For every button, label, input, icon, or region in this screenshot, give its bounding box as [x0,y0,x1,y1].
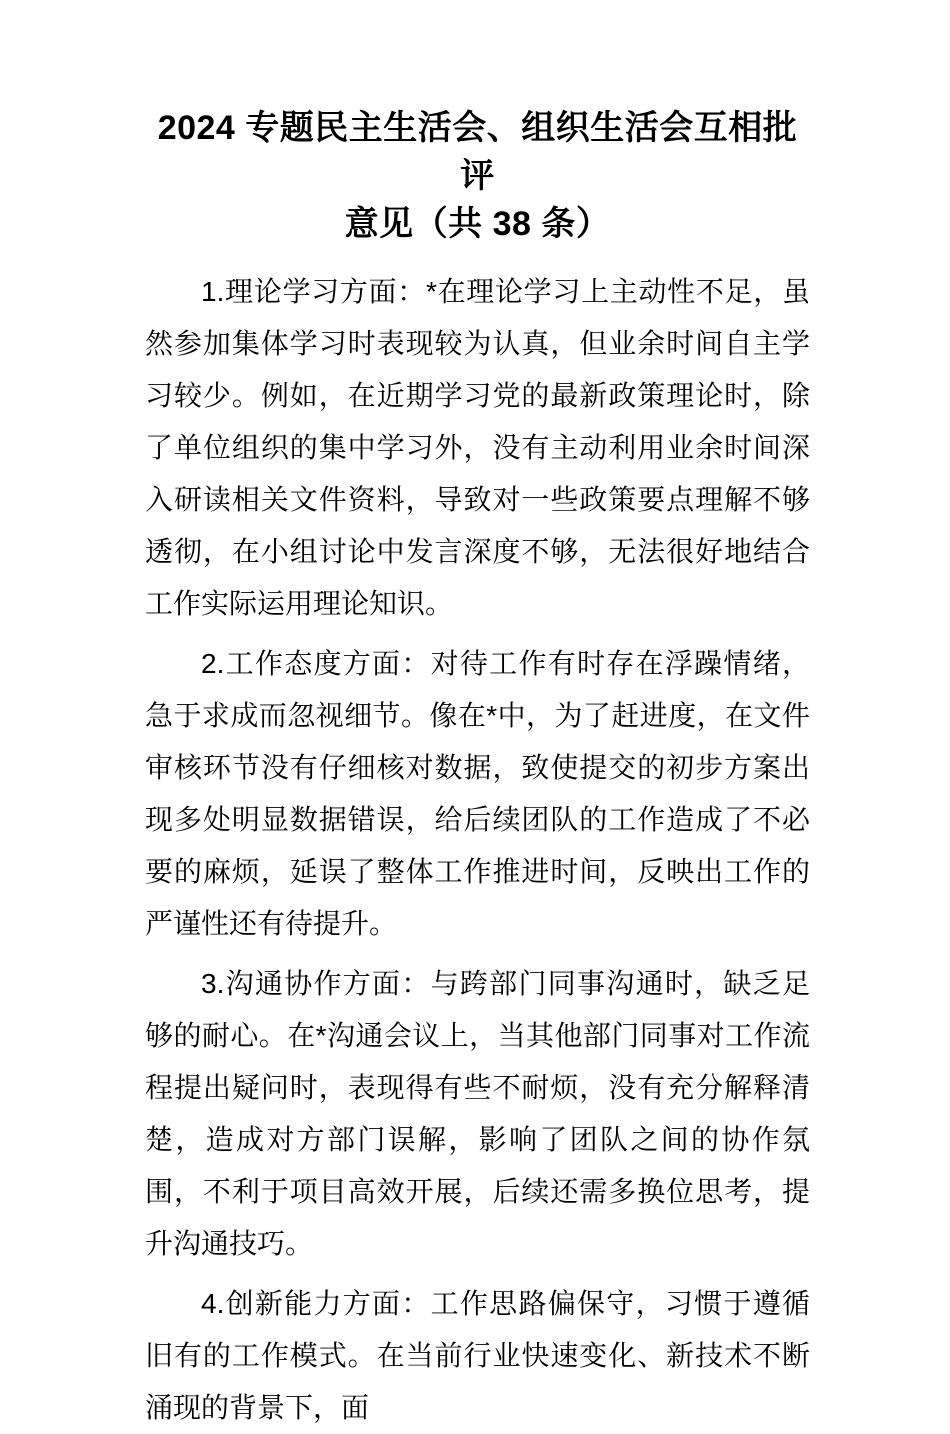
paragraph-4: 4.创新能力方面：工作思路偏保守，习惯于遵循旧有的工作模式。在当前行业快速变化、新技术不断涌现的背景下，面 [145,1288,810,1423]
document-content [145,0,810,1434]
paragraph-1: 1.理论学习方面：*在理论学习上主动性不足，虽然参加集体学习时表现较为认真，但业余时间自主学习较少。例如，在近期学习党的最新政策理论时，除了单位组织的集中学习外，没有主动利用业余时间深入研读相关文件资料，导致对一些政策要点理解不够透彻，在小组讨论中发言深度不够，无法很好地结合工作实际运用理论知识。 [145,276,810,619]
document-body [145,266,810,1434]
page-title-line-1: 2024 专题民主生活会、组织生活会互相批评 [157,109,798,195]
page-title-line-2: 意见（共 38 条） [344,205,611,243]
page-title [145,0,810,248]
paragraph-3: 3.沟通协作方面：与跨部门同事沟通时，缺乏足够的耐心。在*沟通会议上，当其他部门同事对工作流程提出疑问时，表现得有些不耐烦，没有充分解释清楚，造成对方部门误解，影响了团队之间的协作氛围，不利于项目高效开展，后续还需多换位思考，提升沟通技巧。 [145,968,810,1259]
paragraph-2: 2.工作态度方面：对待工作有时存在浮躁情绪，急于求成而忽视细节。像在*中，为了赶进度，在文件审核环节没有仔细核对数据，致使提交的初步方案出现多处明显数据错误，给后续团队的工作造成了不必要的麻烦，延误了整体工作推进时间，反映出工作的严谨性还有待提升。 [145,648,810,939]
